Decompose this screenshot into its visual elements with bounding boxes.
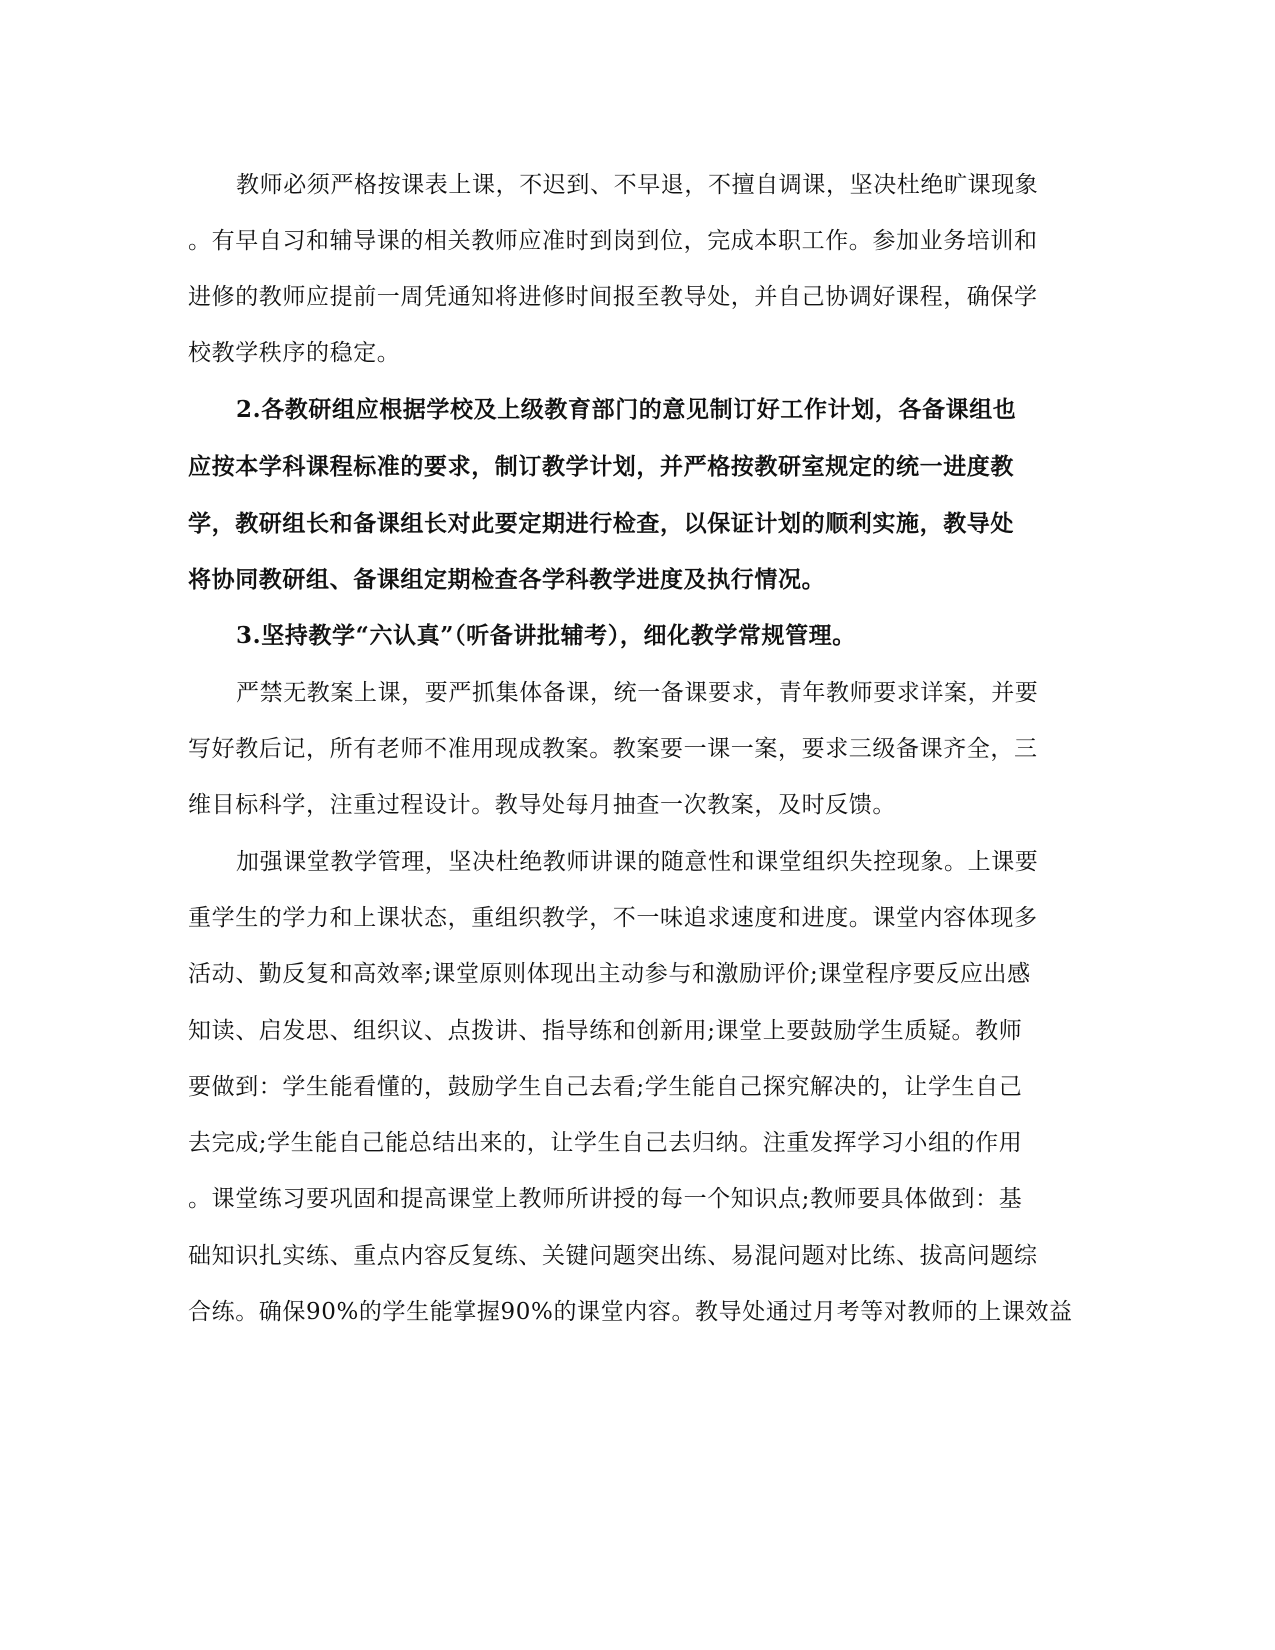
body-text-line: 活动、勤反复和高效率;课堂原则体现出主动参与和激励评价;课堂程序要反应出感: [188, 961, 1031, 987]
body-text-line: 进修的教师应提前一周凭通知将进修时间报至教导处，并自己协调好课程，确保学: [188, 284, 1038, 310]
body-text-line: 合练。确保90%的学生能掌握90%的课堂内容。教导处通过月考等对教师的上课效益: [188, 1299, 1073, 1325]
numbered-item-3-line: 3.坚持教学“六认真”（听备讲批辅考），细化教学常规管理。: [236, 622, 856, 649]
body-text-line: 加强课堂教学管理，坚决杜绝教师讲课的随意性和课堂组织失控现象。上课要: [236, 849, 1039, 875]
body-text-line: 重学生的学力和上课状态，重组织教学，不一味追求速度和进度。课堂内容体现多: [188, 905, 1038, 931]
numbered-item-2-line: 将协同教研组、备课组定期检查各学科教学进度及执行情况。: [188, 566, 826, 593]
numbered-item-2-line: 学，教研组长和备课组长对此要定期进行检查，以保证计划的顺利实施，教导处: [188, 510, 1014, 537]
body-text-line: 严禁无教案上课，要严抓集体备课，统一备课要求，青年教师要求详案，并要: [236, 680, 1039, 706]
body-text-line: 写好教后记，所有老师不准用现成教案。教案要一课一案，要求三级备课齐全，三: [188, 736, 1038, 762]
body-text-line: 要做到：学生能看懂的，鼓励学生自己去看;学生能自己探究解决的，让学生自己: [188, 1074, 1023, 1100]
body-text-line: 知读、启发思、组织议、点拨讲、指导练和创新用;课堂上要鼓励学生质疑。教师: [188, 1018, 1023, 1044]
numbered-item-2-line: 应按本学科课程标准的要求，制订教学计划，并严格按教研室规定的统一进度教: [188, 453, 1014, 480]
body-text-line: 教师必须严格按课表上课，不迟到、不早退，不擅自调课，坚决杜绝旷课现象: [236, 172, 1039, 198]
body-text-line: 。课堂练习要巩固和提高课堂上教师所讲授的每一个知识点;教师要具体做到：基: [188, 1186, 1023, 1212]
body-text-line: 去完成;学生能自己能总结出来的，让学生自己去归纳。注重发挥学习小组的作用: [188, 1130, 1023, 1156]
numbered-item-2-line: 2.各教研组应根据学校及上级教育部门的意见制订好工作计划，各备课组也: [236, 396, 1017, 423]
body-text-line: 校教学秩序的稳定。: [188, 340, 401, 366]
body-text-line: 。有早自习和辅导课的相关教师应准时到岗到位，完成本职工作。参加业务培训和: [188, 228, 1038, 254]
body-text-line: 维目标科学，注重过程设计。教导处每月抽查一次教案，及时反馈。: [188, 792, 896, 818]
body-text-line: 础知识扎实练、重点内容反复练、关键问题突出练、易混问题对比练、拔高问题综: [188, 1243, 1038, 1269]
